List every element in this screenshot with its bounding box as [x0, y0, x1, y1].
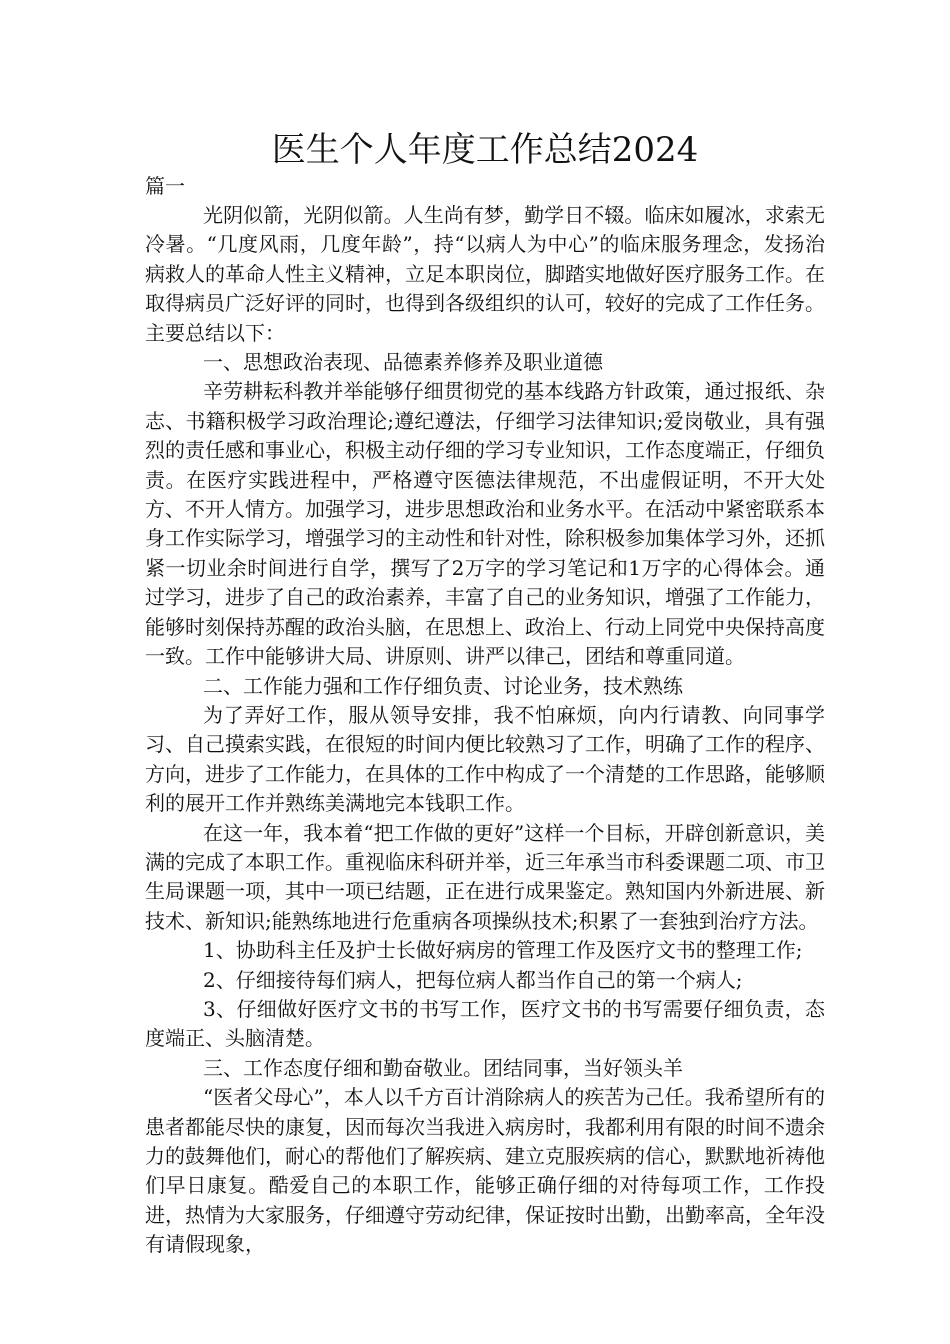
list-item-3: 3、仔细做好医疗文书的书写工作，医疗文书的书写需要仔细负责，态度端正、头脑清楚。	[145, 996, 825, 1051]
paragraph-intro: 光阴似箭，光阴似箭。人生尚有梦，勤学日不辍。临床如履冰，求索无冷暑。“几度风雨，几度年龄”，持“以病人为中心”的临床服务理念，发扬治病救人的革命人性主义精神，立足本职岗位，脚踏实地做好医疗服务工作。在取得病员广泛好评的同时，也得到各级组织的认可，较好的完成了工作任务。主要总结以下：	[145, 203, 825, 345]
paragraph-political: 辛劳耕耘科教并举能够仔细贯彻党的基本线路方针政策，通过报纸、杂志、书籍积极学习政治理论;遵纪遵法，仔细学习法律知识;爱岗敬业，具有强烈的责任感和事业心，积极主动仔细的学习专业知识，工作态度端正，仔细负责。在医疗实践进程中，严格遵守医德法律规范，不出虚假证明，不开大处方、不开人情方。加强学习，进步思想政治和业务水平。在活动中紧密联系本身工作实际学习，增强学习的主动性和针对性，除积极参加集体学习外，还抓紧一切业余时间进行自学，撰写了2万字的学习笔记和1万字的心得体会。通过学习，进步了自己的政治素养，丰富了自己的业务知识，增强了工作能力，能够时刻保持苏醒的政治头脑，在思想上、政治上、行动上同党中央保持高度一致。工作中能够讲大局、讲原则、讲严以律己，团结和尊重同道。	[145, 379, 825, 669]
list-item-2: 2、仔细接待每们病人，把每位病人都当作自己的第一个病人;	[203, 967, 743, 992]
section-label: 篇一	[145, 174, 185, 198]
paragraph-attitude: “医者父母心”，本人以千方百计消除病人的疾苦为己任。我希望所有的患者都能尽快的康复，因而每次当我进入病房时，我都利用有限的时间不遗余力的鼓舞他们，耐心的帮他们了解疾病、建立克服疾病的信心，默默地祈祷他们早日康复。酷爱自己的本职工作，能够正确仔细的对待每项工作，工作投进，热情为大家服务，仔细遵守劳动纪律，保证按时出勤，出勤率高，全年没有请假现象，	[145, 1085, 825, 1257]
heading-section-1: 一、思想政治表现、品德素养修养及职业道德	[203, 350, 603, 375]
heading-section-2: 二、工作能力强和工作仔细负责、讨论业务，技术熟练	[203, 673, 683, 698]
heading-section-3: 三、工作态度仔细和勤奋敬业。团结同事，当好领头羊	[203, 1055, 683, 1080]
paragraph-ability: 为了弄好工作，服从领导安排，我不怕麻烦，向内行请教、向同事学习、自己摸索实践，在很短的时间内便比较熟习了工作，明确了工作的程序、方向，进步了工作能力，在具体的工作中构成了一个清楚的工作思路，能够顺利的展开工作并熟练美满地完本钱职工作。	[145, 702, 825, 816]
document-title: 医生个人年度工作总结2024	[271, 130, 699, 170]
paragraph-year-goal: 在这一年，我本着“把工作做的更好”这样一个目标，开辟创新意识，美满的完成了本职工作。重视临床科研并举，近三年承当市科委课题二项、市卫生局课题一项，其中一项已结题，正在进行成果鉴定。熟知国内外新进展、新技术、新知识;能熟练地进行危重病各项操纵技术;积累了一套独到治疗方法。	[145, 820, 825, 933]
document-page	[145, 128, 825, 1260]
list-item-1: 1、协助科主任及护士长做好病房的管理工作及医疗文书的整理工作;	[203, 938, 803, 963]
